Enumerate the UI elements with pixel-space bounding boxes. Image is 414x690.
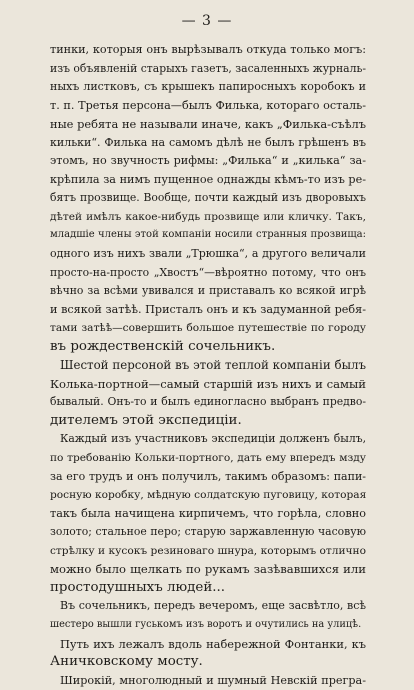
- text-line: въ рождественскій сочельникъ.: [50, 338, 276, 354]
- text-line: шестеро вышли гуськомъ изъ воротъ и очутились на улицѣ.: [50, 618, 362, 630]
- text-line: и всякой затѣѣ. Присталъ онъ и къ задуманной ребя-: [50, 302, 366, 316]
- text-line: росную коробку, мѣдную солдатскую пуговицу, которая: [50, 489, 367, 502]
- text-line: Шестой персоной въ этой теплой компаніи былъ: [60, 358, 366, 373]
- body-text: [50, 41, 366, 690]
- text-line: Въ сочельникъ, передъ вечеромъ, еще засвѣтло, всѣ: [60, 599, 366, 613]
- text-line: можно было щелкать по рукамъ зазѣвавшихся или: [50, 562, 366, 577]
- text-line: такъ была начищена кирпичемъ, что горѣла, словно: [50, 506, 366, 520]
- text-line: дѣтей имѣлъ какое-нибудь прозвище или кличку. Такъ,: [50, 210, 366, 223]
- text-line: крѣпила за нимъ пущенное однажды кѣмъ-то изъ ре-: [50, 172, 366, 186]
- page-number: — 3 —: [181, 13, 233, 29]
- text-line: тинки, которыя онъ вырѣзывалъ откуда только могъ:: [50, 43, 366, 56]
- text-line: младшіе члены этой компаніи носили странныя прозвища:: [50, 229, 366, 241]
- text-line: тами затѣѣ—совершить большое путешествіе по городу: [50, 322, 366, 335]
- text-line: Широкій, многолюдный и шумный Невскій прегра-: [60, 673, 366, 687]
- text-line: ные ребята не называли иначе, какъ „Филька-съѣлъ: [50, 117, 366, 132]
- text-line: простодушныхъ людей...: [50, 579, 226, 595]
- text-line: Путь ихъ лежалъ вдоль набережной Фонтанки, къ: [60, 636, 366, 651]
- text-line: изъ объявленій старыхъ газетъ, засаленныхъ журналь-: [50, 61, 366, 75]
- text-line: Аничковскому мосту.: [50, 654, 203, 670]
- text-line: ныхъ листковъ, съ крышекъ папиросныхъ коробокъ и: [50, 80, 366, 94]
- text-line: дителемъ этой экспедиціи.: [50, 412, 242, 428]
- text-line: Колька-портной—самый старшій изъ нихъ и самый: [50, 376, 366, 391]
- text-line: этомъ, но звучность рифмы: „Филька“ и „килька“ за-: [50, 154, 366, 168]
- text-line: просто-на-просто „Хвостъ“—вѣроятно потому, что онъ: [50, 265, 366, 279]
- text-line: бятъ прозвище. Вообще, почти каждый изъ дворовыхъ: [50, 191, 366, 205]
- text-line: за его трудъ и онъ получилъ, такимъ образомъ: папи-: [50, 469, 366, 483]
- text-line: по требованію Кольки-портного, дать ему впередъ мзду: [50, 452, 366, 465]
- text-line: золото; стальное перо; старую заржавленную часовую: [50, 525, 366, 539]
- text-line: бывалый. Онъ-то и былъ единогласно выбранъ предво-: [50, 395, 366, 409]
- text-line: т. п. Третья персона—былъ Филька, котораго осталь-: [50, 98, 366, 112]
- text-line: Каждый изъ участниковъ экспедиціи долженъ былъ,: [60, 432, 366, 446]
- text-line: одного изъ нихъ звали „Трюшка“, а другого величали: [50, 247, 366, 261]
- text-line: стрѣлку и кусокъ резиноваго шнура, которымъ отлично: [50, 544, 366, 557]
- text-line: кильки“. Филька на самомъ дѣлѣ не былъ грѣшенъ въ: [50, 135, 366, 149]
- text-line: вѣчно за всѣми увивался и приставалъ ко всякой игрѣ: [50, 284, 366, 298]
